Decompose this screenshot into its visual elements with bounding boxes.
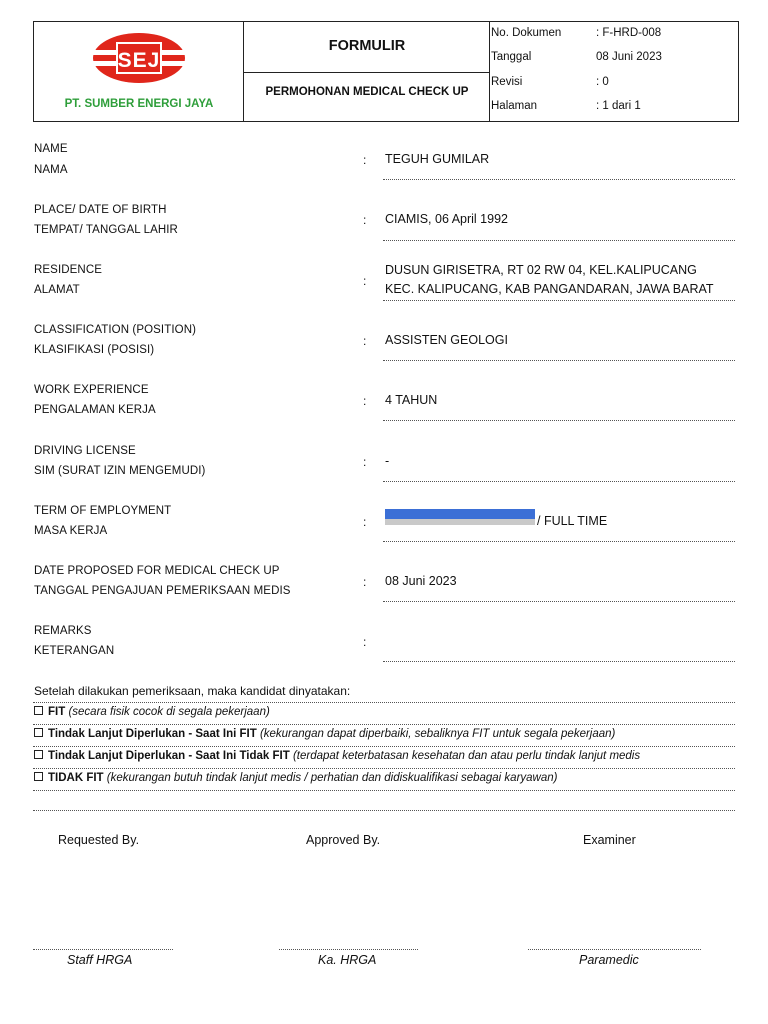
field-value[interactable]: -	[385, 454, 390, 468]
dotted-line	[383, 661, 735, 662]
meta-value: : 0	[596, 76, 609, 88]
field-label-id: SIM (SURAT IZIN MENGEMUDI)	[34, 465, 206, 477]
signature-role: Paramedic	[579, 953, 639, 967]
checkbox[interactable]	[34, 706, 43, 715]
option-fit[interactable]	[34, 706, 270, 718]
field-label-id: KETERANGAN	[34, 645, 115, 657]
redaction-mark	[385, 519, 535, 525]
signature-line[interactable]	[279, 949, 418, 950]
field-label-en: WORK EXPERIENCE	[34, 384, 149, 396]
field-label-id: PENGALAMAN KERJA	[34, 404, 156, 416]
result-intro: Setelah dilakukan pemeriksaan, maka kandidat dinyatakan:	[34, 684, 351, 698]
colon: :	[363, 334, 367, 348]
colon: :	[363, 575, 367, 589]
colon: :	[363, 515, 367, 529]
dotted-line	[33, 746, 735, 747]
meta-value: 08 Juni 2023	[596, 51, 662, 63]
signature-line[interactable]	[33, 949, 173, 950]
field-label-id: ALAMAT	[34, 284, 80, 296]
form-title: FORMULIR	[328, 38, 406, 54]
dotted-line	[383, 481, 735, 482]
dotted-line	[383, 420, 735, 421]
field-value[interactable]: TEGUH GUMILAR	[385, 152, 490, 166]
meta-label: Halaman	[491, 100, 538, 112]
signature-heading: Requested By.	[58, 833, 140, 847]
meta-value: : 1 dari 1	[596, 100, 641, 112]
dotted-line	[33, 810, 735, 811]
colon: :	[363, 394, 367, 408]
field-value[interactable]: 4 TAHUN	[385, 393, 438, 407]
dotted-line	[383, 541, 735, 542]
meta-label: Revisi	[491, 76, 523, 88]
dotted-line	[33, 790, 735, 791]
company-name: PT. SUMBER ENERGI JAYA	[64, 98, 214, 110]
dotted-line	[383, 601, 735, 602]
field-value[interactable]: / FULL TIME	[537, 514, 608, 528]
field-label-en: RESIDENCE	[34, 264, 102, 276]
field-label-en: DRIVING LICENSE	[34, 445, 136, 457]
signature-heading: Examiner	[583, 833, 636, 847]
dotted-line	[33, 768, 735, 769]
meta-label: No. Dokumen	[491, 27, 562, 39]
field-label-id: TEMPAT/ TANGGAL LAHIR	[34, 224, 178, 236]
colon: :	[363, 153, 367, 167]
colon: :	[363, 213, 367, 227]
field-label-en: DATE PROPOSED FOR MEDICAL CHECK UP	[34, 565, 280, 577]
checkbox[interactable]	[34, 728, 43, 737]
signature-role: Ka. HRGA	[318, 953, 377, 967]
field-value[interactable]: 08 Juni 2023	[385, 574, 457, 588]
form-subtitle: PERMOHONAN MEDICAL CHECK UP	[265, 86, 469, 98]
signature-role: Staff HRGA	[67, 953, 133, 967]
field-value[interactable]: ASSISTEN GEOLOGI	[385, 333, 508, 347]
option-unfit[interactable]	[34, 772, 557, 784]
field-label-en: TERM OF EMPLOYMENT	[34, 505, 172, 517]
field-value-line2[interactable]: KEC. KALIPUCANG, KAB PANGANDARAN, JAWA BARAT	[385, 282, 714, 296]
dotted-line	[383, 300, 735, 301]
checkbox[interactable]	[34, 772, 43, 781]
colon: :	[363, 274, 367, 288]
field-label-id: TANGGAL PENGAJUAN PEMERIKSAAN MEDIS	[34, 585, 291, 597]
signature-heading: Approved By.	[306, 833, 381, 847]
checkbox[interactable]	[34, 750, 43, 759]
option-note: (kekurangan dapat diperbaiki, sebaliknya FIT untuk segala pekerjaan)	[259, 728, 616, 740]
field-label-en: REMARKS	[34, 625, 92, 637]
option-note: (secara fisik cocok di segala pekerjaan)	[68, 706, 270, 718]
field-label-en: PLACE/ DATE OF BIRTH	[34, 204, 167, 216]
dotted-line	[383, 360, 735, 361]
option-followup-unfit[interactable]	[34, 750, 640, 762]
dotted-line	[383, 179, 735, 180]
colon: :	[363, 635, 367, 649]
field-value[interactable]: DUSUN GIRISETRA, RT 02 RW 04, KEL.KALIPUCANG	[385, 263, 697, 277]
field-label-id: MASA KERJA	[34, 525, 108, 537]
option-title: Tindak Lanjut Diperlukan - Saat Ini Tidak FIT	[48, 750, 290, 762]
field-label-en: NAME	[34, 143, 68, 155]
dotted-line	[33, 702, 735, 703]
dotted-line	[383, 240, 735, 241]
option-title: Tindak Lanjut Diperlukan - Saat Ini FIT	[48, 728, 257, 740]
option-note: (terdapat keterbatasan kesehatan dan atau perlu tindak lanjut medis	[292, 750, 641, 762]
signature-line[interactable]	[528, 949, 701, 950]
field-label-id: NAMA	[34, 164, 68, 176]
field-label-id: KLASIFIKASI (POSISI)	[34, 344, 155, 356]
redaction-mark	[385, 509, 535, 519]
colon: :	[363, 455, 367, 469]
logo-text: SEJ	[117, 49, 161, 72]
option-note: (kekurangan butuh tindak lanjut medis / perhatian dan didiskualifikasi sebagai karyawan)	[106, 772, 558, 784]
company-logo	[91, 31, 187, 85]
divider	[244, 72, 489, 73]
option-title: TIDAK FIT	[48, 772, 104, 784]
dotted-line	[33, 724, 735, 725]
divider	[489, 22, 490, 121]
document-header	[33, 21, 739, 122]
meta-label: Tanggal	[491, 51, 532, 63]
option-followup-fit[interactable]	[34, 728, 615, 740]
option-title: FIT	[48, 706, 66, 718]
meta-value: : F-HRD-008	[596, 27, 662, 39]
field-label-en: CLASSIFICATION (POSITION)	[34, 324, 197, 336]
field-value[interactable]: CIAMIS, 06 April 1992	[385, 212, 508, 226]
